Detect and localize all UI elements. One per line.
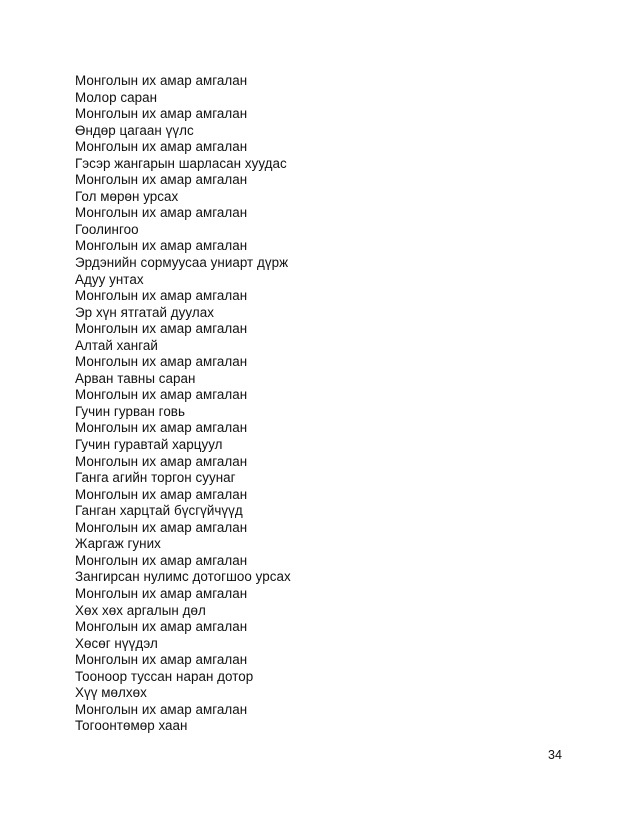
text-line: Монголын их амар амгалан xyxy=(75,205,248,221)
page-number: 34 xyxy=(548,748,562,762)
text-line: Хөсөг нүүдэл xyxy=(75,635,158,651)
text-line: Өндөр цагаан үүлс xyxy=(75,122,194,138)
text-line: Монголын их амар амгалан xyxy=(75,486,248,502)
text-line: Монголын их амар амгалан xyxy=(75,519,248,535)
text-line: Зангирсан нулимс дотогшоо урсах xyxy=(75,569,291,585)
text-line: Хөх хөх аргалын дөл xyxy=(75,602,206,618)
text-line: Монголын их амар амгалан xyxy=(75,172,248,188)
text-line: Гучин гурван говь xyxy=(75,403,186,419)
text-line: Гэсэр жангарын шарласан хуудас xyxy=(75,155,287,171)
text-line: Хүү мөлхөх xyxy=(75,685,147,701)
text-line: Ганга агийн торгон суунаг xyxy=(75,470,236,486)
text-line: Монголын их амар амгалан xyxy=(75,238,248,254)
text-line: Монголын их амар амгалан xyxy=(75,552,248,568)
text-line: Монголын их амар амгалан xyxy=(75,288,248,304)
text-line: Монголын их амар амгалан xyxy=(75,106,248,122)
text-line: Эрдэнийн сормуусаа униарт дүрж xyxy=(75,255,289,271)
text-line: Жаргаж гуних xyxy=(75,536,161,552)
text-line: Монголын их амар амгалан xyxy=(75,619,248,635)
text-line: Монголын их амар амгалан xyxy=(75,321,248,337)
text-line: Монголын их амар амгалан xyxy=(75,387,248,403)
text-line: Тогоонтөмөр хаан xyxy=(75,718,188,734)
poem-text-block xyxy=(75,73,291,735)
text-line: Эр хүн ятгатай дуулах xyxy=(75,304,214,320)
text-line: Монголын их амар амгалан xyxy=(75,585,248,601)
text-line: Тооноор туссан наран дотор xyxy=(75,668,254,684)
text-line: Адуу унтах xyxy=(75,271,144,287)
text-line: Алтай хангай xyxy=(75,337,158,353)
text-line: Монголын их амар амгалан xyxy=(75,420,248,436)
text-line: Гол мөрөн урсах xyxy=(75,188,179,204)
text-line: Монголын их амар амгалан xyxy=(75,73,248,88)
text-line: Монголын их амар амгалан xyxy=(75,354,248,370)
text-line: Монголын их амар амгалан xyxy=(75,701,248,717)
text-line: Гоолингоо xyxy=(75,221,139,237)
text-line: Монголын их амар амгалан xyxy=(75,453,248,469)
text-line: Молор саран xyxy=(75,89,158,105)
text-line: Ганган харцтай бүсгүйчүүд xyxy=(75,503,243,519)
text-line: Гучин гуравтай харцуул xyxy=(75,437,223,453)
text-line: Монголын их амар амгалан xyxy=(75,652,248,668)
text-line: Арван тавны саран xyxy=(75,370,196,386)
text-line: Монголын их амар амгалан xyxy=(75,139,248,155)
